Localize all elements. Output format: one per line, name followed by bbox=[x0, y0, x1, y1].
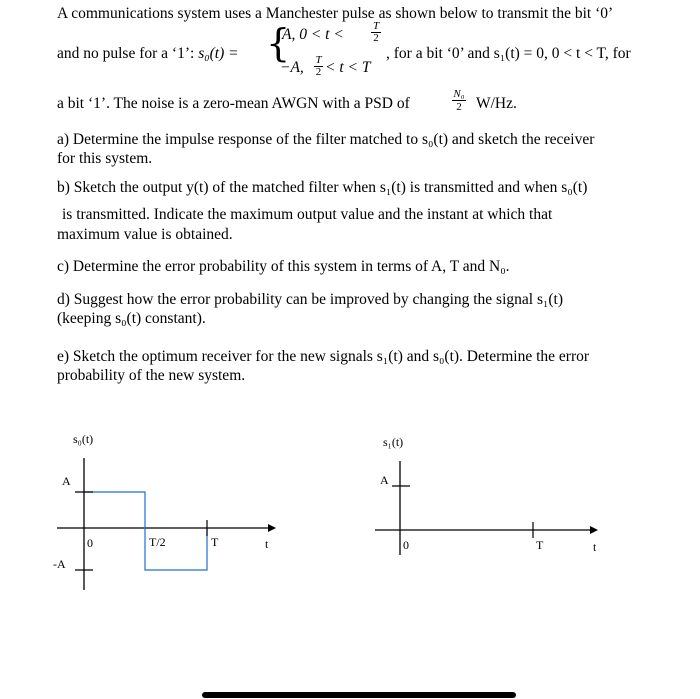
s0-title: s₀(t) bbox=[73, 432, 94, 446]
s0-label-T2: T/2 bbox=[149, 535, 166, 549]
part-d-line-1: d) Suggest how the error probability can be improved by changing the signal s₁(t) bbox=[57, 291, 564, 308]
s0-x-arrow bbox=[268, 524, 276, 532]
part-b-line-1: b) Sketch the output y(t) of the matched filter when s₁(t) is transmitted and when s₀(t) bbox=[57, 179, 588, 196]
s0-label-t: t bbox=[265, 537, 269, 551]
s0-label-0: 0 bbox=[87, 536, 93, 550]
piecewise-brace: { bbox=[266, 21, 291, 65]
s1-figure bbox=[375, 435, 598, 555]
s1-label-T: T bbox=[536, 538, 544, 552]
psd-fraction: $\frac{\text{N₀}}{2}$ bbox=[453, 88, 465, 113]
home-indicator[interactable] bbox=[202, 692, 516, 698]
s0-label-negA: -A bbox=[53, 557, 66, 571]
case-2-fraction: $\frac{T}{2}$ bbox=[315, 54, 322, 78]
intro-line-2-suffix: , for a bit ‘0’ and s₁(t) = 0, 0 < t < T, for bbox=[386, 45, 631, 62]
part-e-line-2: probability of the new system. bbox=[57, 367, 246, 384]
s0-figure bbox=[53, 432, 276, 590]
so-definition-label: s₀(t) = bbox=[198, 45, 239, 62]
s0-label-A: A bbox=[62, 474, 71, 488]
s1-title: s₁(t) bbox=[383, 435, 404, 449]
s0-label-T: T bbox=[211, 535, 219, 549]
s1-label-t: t bbox=[593, 540, 597, 554]
intro-line-1: A communications system uses a Manchester pulse as shown below to transmit the bit ‘0’ bbox=[57, 5, 614, 22]
part-c: c) Determine the error probability of this system in terms of A, T and N₀. bbox=[57, 258, 510, 275]
s0-pulse bbox=[84, 492, 207, 570]
part-e-line-1: e) Sketch the optimum receiver for the new signals s₁(t) and s₀(t). Determine the error bbox=[57, 348, 590, 365]
part-d-line-2: (keeping s₀(t) constant). bbox=[57, 310, 206, 327]
intro-line-2-prefix: and no pulse for a ‘1’: s₀(t) = bbox=[57, 45, 239, 62]
s1-label-0: 0 bbox=[403, 538, 409, 552]
part-a-line-2: for this system. bbox=[57, 150, 153, 167]
s1-x-arrow bbox=[590, 526, 598, 534]
part-a-line-1: a) Determine the impulse response of the filter matched to s₀(t) and sketch the receiver bbox=[57, 131, 595, 148]
case-1: A, 0 < t < bbox=[282, 26, 344, 43]
intro-line-3-suffix: W/Hz. bbox=[476, 95, 517, 112]
case-2-prefix: −A, bbox=[280, 59, 304, 76]
s1-label-A: A bbox=[380, 473, 389, 487]
case-2-suffix: < t < T bbox=[325, 59, 371, 76]
part-b-line-3: maximum value is obtained. bbox=[57, 226, 233, 243]
intro-line-3-prefix: a bit ‘1’. The noise is a zero-mean AWGN with a PSD of bbox=[57, 95, 410, 112]
case-1-fraction: $\frac{T}{2}$ bbox=[372, 20, 380, 44]
part-b-line-2: is transmitted. Indicate the maximum output value and the instant at which that bbox=[62, 206, 553, 223]
